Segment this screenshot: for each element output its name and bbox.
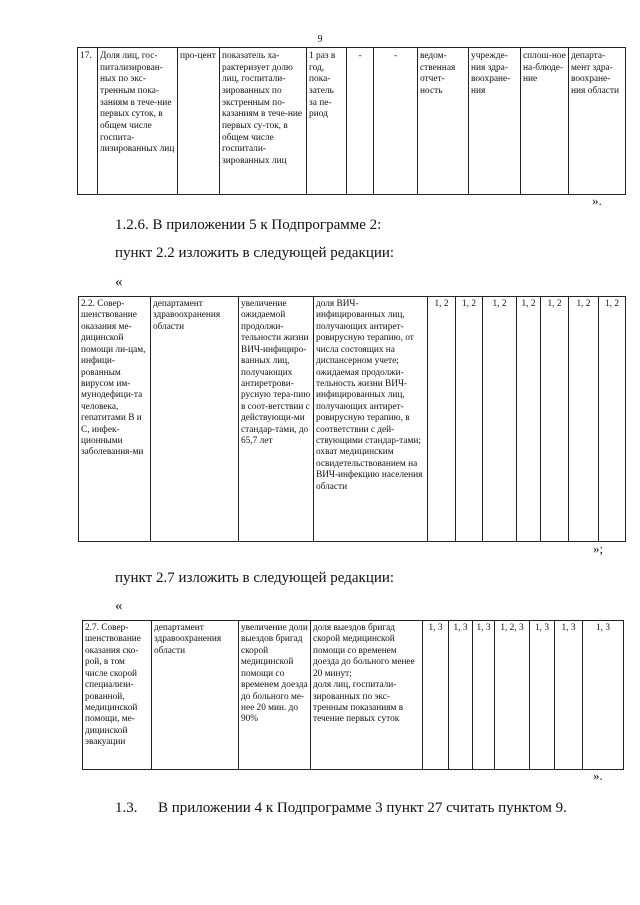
paragraph-2-7: пункт 2.7 изложить в следующей редакции: xyxy=(115,570,395,586)
value-cell: 1, 3 xyxy=(583,621,624,770)
value-cell: 1, 2 xyxy=(428,297,456,542)
result-cell: увеличение ожидаемой продолжи-тельности жизни ВИЧ-инфициро-ванных лиц, получающих антиретрови-русную тера-пию в соот-ветствии с действующи-ми стандар-тами, до 65,7 лет xyxy=(239,297,314,542)
executor-cell: департамент здравоохранения области xyxy=(151,297,239,542)
value-cell: 1, 3 xyxy=(473,621,495,770)
table-row xyxy=(79,297,626,542)
method-cell: сплош-ное на-блюде-ние xyxy=(521,48,569,195)
paragraph-1-3-number: 1.3. xyxy=(115,800,138,816)
value-cell: 1, 2 xyxy=(517,297,541,542)
measure-table-2-7 xyxy=(82,620,624,770)
indicators-cell: доля выездов бригад скорой медицинской помощи со временем доезда до больного менее 20 минут; доля лиц, госпитали-зированных по экс-тренным показаниям в течение первых суток xyxy=(311,621,423,770)
definition-cell: показатель ха-рактеризует долю лиц, госпитали-зированных по экстренным по-казаниям в тече-ние первых су-ток, в общем числе госпитали-зированных лиц xyxy=(220,48,307,195)
closing-quote: »; xyxy=(593,541,604,556)
opening-quote: « xyxy=(115,274,123,290)
value-cell: 1, 2 xyxy=(483,297,517,542)
measure-name: 2.7. Совер-шенствование оказания ско-рой, в том числе скорой специализи-рованной, медицинской помощи, ме-дицинской эвакуации xyxy=(83,621,152,770)
value-cell: 1, 3 xyxy=(423,621,449,770)
value-cell: 1, 3 xyxy=(449,621,473,770)
unit-cell: про-цент xyxy=(178,48,220,195)
paragraph-2-2: пункт 2.2 изложить в следующей редакции: xyxy=(115,245,395,261)
result-cell: увеличение доли выездов бригад скорой медицинской помощи со временем доезда до больного ме-нее 20 мин. до 90% xyxy=(239,621,311,770)
source-cell: ведом-ственная отчет-ность xyxy=(418,48,469,195)
dash-cell: - xyxy=(347,48,374,195)
opening-quote: « xyxy=(115,598,123,614)
paragraph-1-3-text: В приложении 4 к Подпрограмме 3 пункт 27 считать пунктом 9. xyxy=(158,800,567,816)
value-cell: 1, 2 xyxy=(541,297,569,542)
frequency-cell: 1 раз в год, пока-затель за пе-риод xyxy=(307,48,347,195)
measure-name: 2.2. Совер-шенствование оказания ме-дицинской помощи ли-цам, инфици-рованным вирусом им-мунодефици-та человека, гепатитами В и С, инфек-ционными заболевания-ми xyxy=(79,297,151,542)
closing-quote: ». xyxy=(593,768,603,783)
executor-cell: департамент здравоохранения области xyxy=(152,621,239,770)
closing-quote: ». xyxy=(592,193,602,208)
table-row xyxy=(83,621,624,770)
indicator-name: Доля лиц, гос-питализирован-ных по экс-тренным пока-заниям в тече-ние первых суток, в общем числе госпита-лизированных лиц xyxy=(98,48,178,195)
table-row xyxy=(78,48,626,195)
row-number: 17. xyxy=(78,48,98,195)
value-cell: 1, 2, 3 xyxy=(495,621,530,770)
measure-table-2-2 xyxy=(78,296,626,542)
value-cell: 1, 2 xyxy=(569,297,599,542)
value-cell: 1, 3 xyxy=(555,621,583,770)
value-cell: 1, 3 xyxy=(530,621,555,770)
page-number: 9 xyxy=(317,34,323,45)
dash-cell: - xyxy=(374,48,418,195)
value-cell: 1, 2 xyxy=(599,297,626,542)
indicators-cell: доля ВИЧ-инфицированных лиц, получающих антирет-ровирусную терапию, от числа состоящих на диспансерном учете; ожидаемая продолжи-тельность жизни ВИЧ-инфицированных лиц, получающих антирет-ровирусную терапию, в соответствии с дей-ствующими стандар-тами; охват медицинским освидетельствованием на ВИЧ-инфекцию населения области xyxy=(314,297,428,542)
paragraph-1-2-6: 1.2.6. В приложении 5 к Подпрограмме 2: xyxy=(115,217,382,233)
indicator-table xyxy=(77,47,626,195)
collector-cell: учрежде-ния здра-воохране-ния xyxy=(469,48,521,195)
value-cell: 1, 2 xyxy=(456,297,483,542)
responsible-cell: департа-мент здра-воохране-ния области xyxy=(569,48,626,195)
